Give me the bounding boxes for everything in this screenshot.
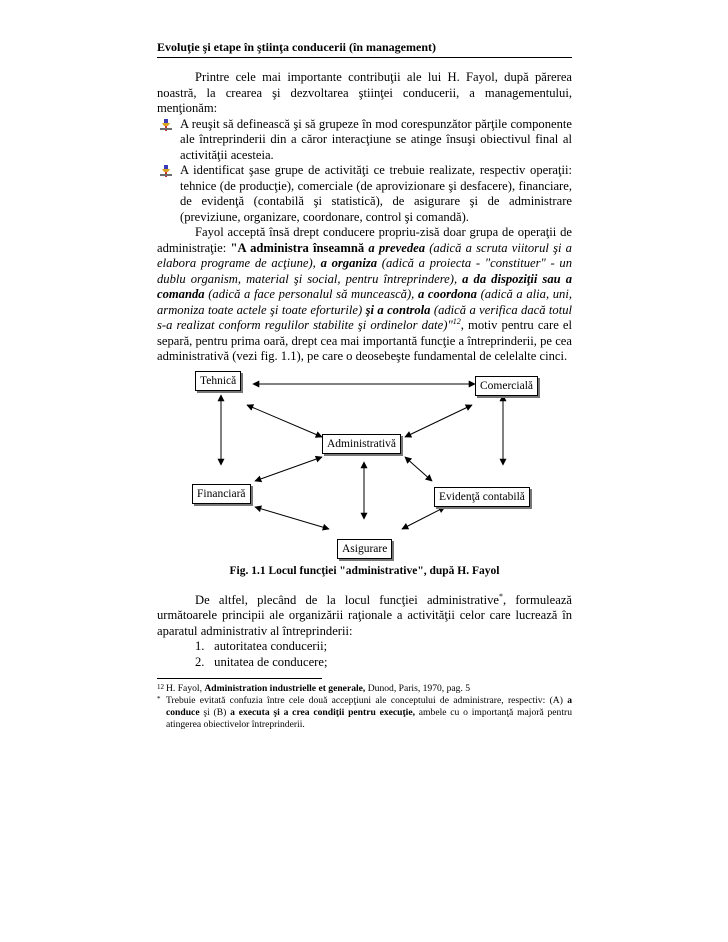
principles-text: De altfel, plecând de la locul funcţiei administrative <box>195 592 499 607</box>
quote-italic: a scruta viitorul şi a elabora programe de acţiune), <box>157 240 572 270</box>
list-item <box>157 655 572 671</box>
diagram-arrows <box>157 369 572 559</box>
principles-paragraph <box>157 593 572 640</box>
fayol-paragraph <box>157 225 572 365</box>
bullet-text: A identificat şase grupe de activităţi ce trebuie realizate, respectiv operaţii: tehnice (de producţie), comerciale (de aprovizionare şi desfacere), financiare, de evidenţă (contabilă şi statistică), de asigurare şi de administrare (previziune, organizare, coordonare, control şi comandă). <box>180 163 572 224</box>
pushpin-bullet-icon <box>159 119 173 131</box>
arrow-tehnica-administrativa <box>247 405 322 437</box>
footnote-ref-12: 12 <box>452 316 461 326</box>
node-asigurare: Asigurare <box>337 539 392 559</box>
footnote-mark: 12 <box>157 683 164 691</box>
footnote-star <box>157 695 572 731</box>
footnote-text: şi (B) <box>199 707 231 718</box>
list-item <box>157 117 572 164</box>
node-evidenta-contabila: Evidenţă contabilă <box>434 487 530 507</box>
contributions-list <box>157 117 572 226</box>
quote-italic: (adică <box>425 240 466 255</box>
quote-bold-italic: a prevedea <box>368 240 425 255</box>
document-page <box>157 40 572 731</box>
figure-caption: Fig. 1.1 Locul funcţiei "administrative", după H. Fayol <box>229 564 500 577</box>
arrow-evidenta-asigurare <box>402 507 445 529</box>
footnote-text: Dunod, Paris, 1970, pag. 5 <box>365 683 471 694</box>
footnote-bold: a executa şi a crea condiţii pentru execuţie, <box>230 707 416 718</box>
footnote-text: Trebuie evitată confuzia între cele două accepţiuni ale conceptului de administrare, respectiv: (A) <box>166 695 568 706</box>
quote-italic: (adică a face personalul să muncească), <box>204 287 418 301</box>
quote-bold: "A administra înseamnă <box>230 240 369 255</box>
quote-bold-italic: şi a controla <box>365 302 431 317</box>
list-item-text: unitatea de conducere; <box>214 654 328 669</box>
footnote-12 <box>157 683 572 695</box>
intro-paragraph: Printre cele mai importante contribuţii ale lui H. Fayol, după părerea noastră, la crearea şi dezvoltarea ştiinţei conducerii, a managementului, menţionăm: <box>157 70 572 115</box>
footnote-title: Administration industrielle et generale, <box>204 683 366 694</box>
arrow-financiara-asigurare <box>255 507 329 529</box>
footnote-text: H. Fayol, <box>166 683 205 694</box>
quote-italic: (adică a verifica dacă totul s-a realizat conform regulilor stabilite şi ordinelor date)" <box>157 302 572 332</box>
footnote-text: ambele cu o importanţă majoră pentru atingerea obiectivelor întreprinderii. <box>166 707 573 730</box>
node-financiara: Financiară <box>192 484 251 504</box>
node-comerciala: Comercială <box>475 376 538 396</box>
fayol-text: , motiv pentru care el separă, pentru prima oară, drept cea mai importantă funcţie a întreprinderii, pe cea administrativă (vezi fig. 1.1), pe care o deosebeşte fundamental de celelalte cinci. <box>157 318 572 363</box>
pushpin-bullet-icon <box>159 165 173 177</box>
quote-bold-italic: a da dispoziţii sau a comanda <box>157 271 572 301</box>
footnote-mark: * <box>157 695 161 703</box>
quote-italic: (adică a proiecta - "constituer" - un dublu organism, material şi social, pentru întreprindere), <box>157 256 572 286</box>
fayol-text: Fayol acceptă însă drept conducere propriu-zisă doar grupa de operaţii de administraţie: <box>157 225 572 255</box>
footnote-ref-star: * <box>499 591 503 601</box>
fayol-functions-diagram <box>157 369 572 559</box>
list-item <box>157 163 572 225</box>
quote-bold-italic: a coordona <box>417 287 477 301</box>
list-number: 2. <box>195 654 205 669</box>
list-number: 1. <box>195 639 205 653</box>
arrow-administrativa-evidenta <box>405 457 432 481</box>
footnote-divider <box>157 678 322 679</box>
footnote-bold: a conduce <box>166 695 572 718</box>
principles-text: , formulează următoarele principii ale organizării raţionale a activităţii celor care lucrează în aparatul administrativ al întreprinderii: <box>157 592 572 638</box>
arrow-comerciala-administrativa <box>405 405 472 437</box>
node-administrativa: Administrativă <box>322 434 401 454</box>
principles-list <box>157 639 572 670</box>
node-tehnica: Tehnică <box>195 371 241 391</box>
running-head: Evoluţie şi etape în ştiinţa conducerii (în management) <box>157 40 572 58</box>
list-item <box>157 639 572 655</box>
quote-italic: (adică a alia, uni, armoniza toate actele şi toate eforturile) <box>157 287 572 317</box>
bullet-text: A reuşit să definească şi să grupeze în mod corespunzător părţile componente ale întreprinderii din a căror interacţiune se atinge însuşi obiectivul final al activităţii acesteia. <box>180 116 572 162</box>
arrow-administrativa-financiara <box>255 457 322 481</box>
quote-bold-italic: a organiza <box>320 256 378 270</box>
list-item-text: autoritatea conducerii; <box>214 639 328 653</box>
